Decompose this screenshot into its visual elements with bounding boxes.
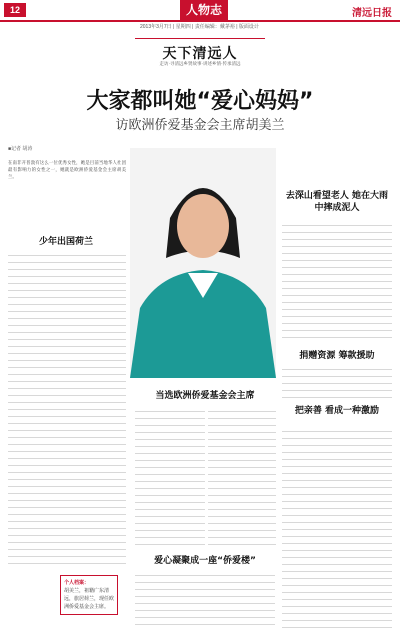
section-heading-6: 把亲善 看成一种激励 [294,406,380,416]
section-body-5 [282,366,392,402]
column-subtitle: 走访·寻清远乡贤故事·讲述乡情·传承清远 [159,61,241,66]
header-meta: 2013年3月7日 | 星期四 | 责任编辑：戴茅裕 | 版面设计 [140,24,259,30]
section-heading-4: 去深山看望老人 她在大雨中摔成泥人 [285,191,389,213]
section-body-3 [135,572,275,628]
page-number: 12 [4,3,26,17]
profile-title: 个人档案： [64,580,90,586]
column-title: 天下清远人 [162,46,238,62]
section-body-4 [282,222,392,342]
portrait-image [130,148,276,378]
section-title: 人物志 [180,0,228,20]
article-subtitle: 访欧洲侨爱基金会主席胡美兰 [115,118,285,133]
header-bar [0,0,400,30]
section-body-2a [135,408,205,548]
section-heading-5: 捐赠资源 筹款援助 [299,351,375,361]
section-body-2b [208,408,276,548]
brand-logo: 清远日报 [352,8,392,19]
header-divider [0,20,400,22]
section-body-1 [8,252,126,570]
section-body-6 [282,428,392,628]
lead-paragraph: 在南非开普敦有这么一位优秀女性，她是目前当地华人社团最有影响力的女性之一，她就是欧洲侨爱基金会主席胡美兰。 [8,161,126,180]
reporter-byline: ■记者 胡涛 [8,146,33,152]
section-heading-2: 当选欧洲侨爱基金会主席 [155,391,255,401]
profile-box [60,575,118,615]
profile-text: 胡美兰，祖籍广东清远，旅居荷兰，现任欧洲侨爱基金会主席。 [64,588,115,610]
section-heading-1: 少年出国荷兰 [38,237,93,247]
section-heading-3: 爱心凝聚成一座“侨爱楼” [154,556,256,566]
portrait-photo [130,148,276,378]
page-title: 大家都叫她“爱心妈妈” [86,89,314,114]
column-header [135,38,265,71]
